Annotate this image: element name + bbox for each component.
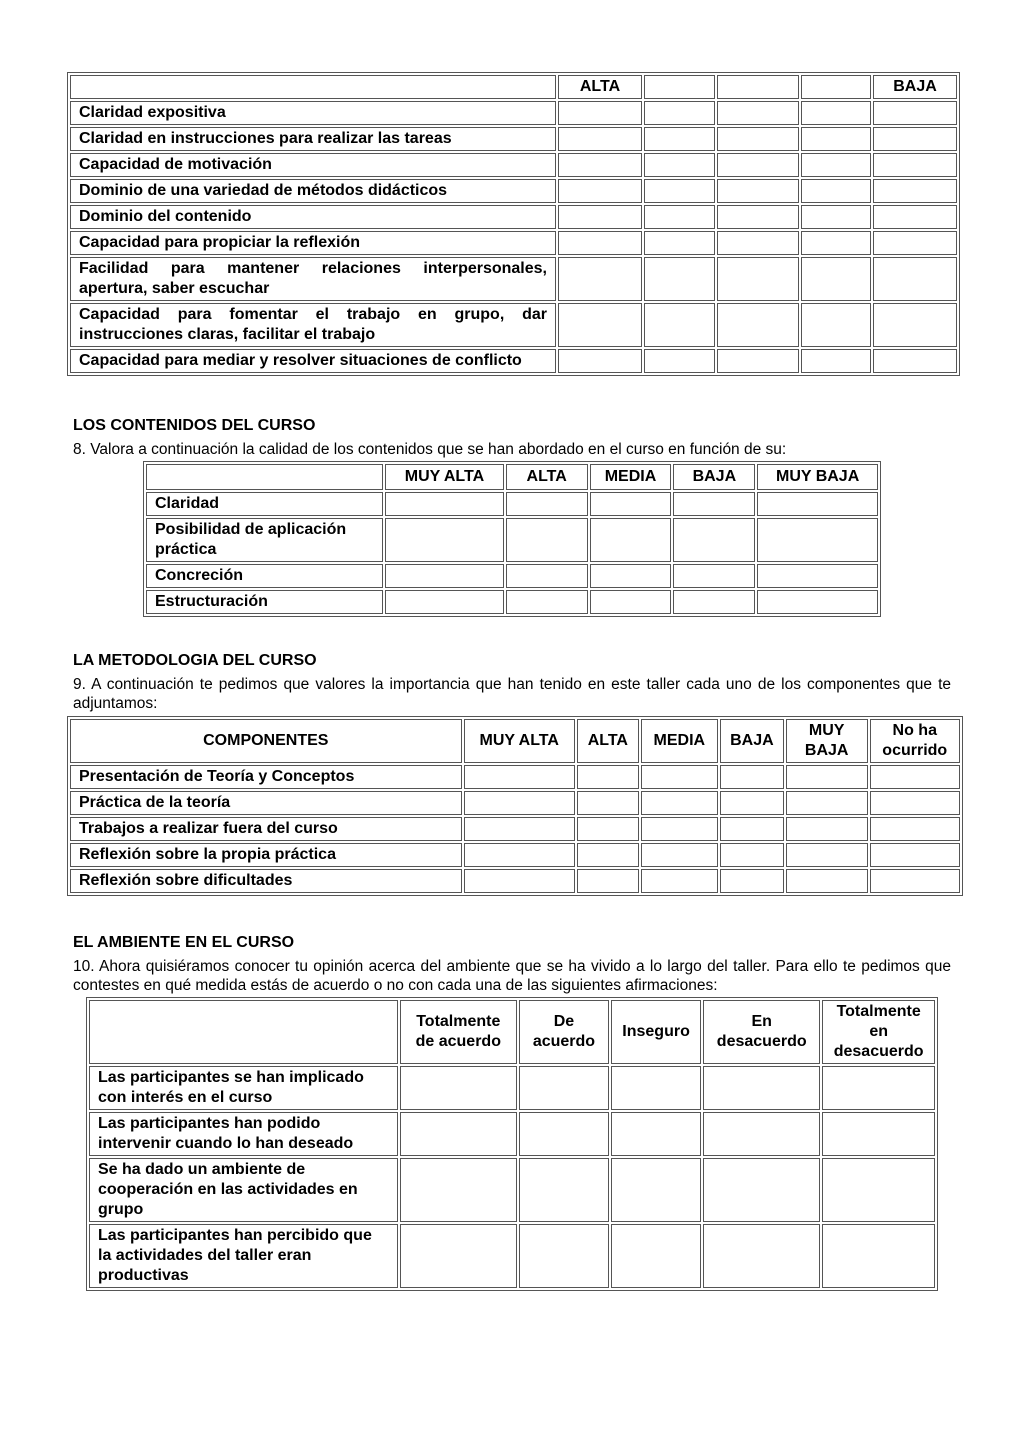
teacher-rating-table (67, 72, 960, 376)
rating-cell[interactable] (611, 1158, 701, 1222)
rating-cell[interactable] (673, 492, 755, 516)
header-totalmente-de-acuerdo: Totalmente de acuerdo (400, 1000, 517, 1064)
header-muy-alta: MUY ALTA (464, 719, 575, 763)
rating-cell[interactable] (873, 303, 957, 347)
rating-cell[interactable] (801, 101, 871, 125)
rating-cell[interactable] (873, 179, 957, 203)
rating-cell[interactable] (464, 843, 575, 867)
rating-cell[interactable] (717, 257, 799, 301)
header-componentes: COMPONENTES (70, 719, 462, 763)
rating-cell[interactable] (644, 179, 715, 203)
table-row (89, 1112, 935, 1156)
rating-cell[interactable] (786, 817, 868, 841)
rating-cell[interactable] (641, 817, 718, 841)
rating-cell[interactable] (717, 205, 799, 229)
rating-cell[interactable] (757, 518, 878, 562)
rating-cell[interactable] (873, 205, 957, 229)
rating-cell[interactable] (400, 1158, 517, 1222)
row-label: Trabajos a realizar fuera del curso (70, 817, 462, 841)
header-empty (70, 75, 556, 99)
rating-cell[interactable] (577, 817, 639, 841)
rating-cell[interactable] (757, 564, 878, 588)
row-label: Capacidad para mediar y resolver situaciones de conflicto (70, 349, 556, 373)
table-row (70, 231, 957, 255)
rating-cell[interactable] (385, 590, 504, 614)
rating-cell[interactable] (870, 817, 961, 841)
row-label: Dominio del contenido (70, 205, 556, 229)
table-row (70, 817, 960, 841)
rating-cell[interactable] (644, 127, 715, 151)
rating-cell[interactable] (720, 817, 784, 841)
row-label: Facilidad para mantener relaciones interpersonales, apertura, saber escuchar (70, 257, 556, 301)
rating-cell[interactable] (873, 153, 957, 177)
table-header-row (89, 1000, 935, 1064)
rating-cell[interactable] (519, 1158, 609, 1222)
header-totalmente-en-desacuerdo: Totalmente en desacuerdo (822, 1000, 935, 1064)
rating-cell[interactable] (506, 590, 588, 614)
rating-cell[interactable] (644, 231, 715, 255)
header-baja: BAJA (873, 75, 957, 99)
table-row (70, 257, 957, 301)
table-header-row (70, 719, 960, 763)
table-header-row (70, 75, 957, 99)
rating-cell[interactable] (611, 1224, 701, 1288)
table-row (146, 590, 878, 614)
rating-cell[interactable] (720, 843, 784, 867)
rating-cell[interactable] (400, 1224, 517, 1288)
rating-cell[interactable] (717, 349, 799, 373)
rating-cell[interactable] (720, 791, 784, 815)
rating-cell[interactable] (801, 349, 871, 373)
header-baja: BAJA (673, 464, 755, 490)
section-heading-methodology: LA METODOLOGIA DEL CURSO (73, 652, 317, 669)
rating-cell[interactable] (577, 843, 639, 867)
header-muy-alta: MUY ALTA (385, 464, 504, 490)
rating-cell[interactable] (703, 1066, 820, 1110)
table-row (146, 492, 878, 516)
rating-cell[interactable] (558, 257, 642, 301)
rating-cell[interactable] (757, 492, 878, 516)
question-9: 9. A continuación te pedimos que valores la importancia que han tenido en este taller cada uno de los componentes que te adjuntamos: (73, 676, 951, 712)
rating-cell[interactable] (590, 564, 672, 588)
rating-cell[interactable] (870, 765, 961, 789)
row-label: Reflexión sobre dificultades (70, 869, 462, 893)
question-10: 10. Ahora quisiéramos conocer tu opinión acerca del ambiente que se ha vivido a lo largo del taller. Para ello te pedimos que contestes en qué medida estás de acuerdo o no con cada una de las siguientes afirmaciones: (73, 958, 951, 994)
row-label: Dominio de una variedad de métodos didácticos (70, 179, 556, 203)
table-header-row (146, 464, 878, 490)
rating-cell[interactable] (822, 1224, 935, 1288)
rating-cell[interactable] (822, 1066, 935, 1110)
row-label: Reflexión sobre la propia práctica (70, 843, 462, 867)
rating-cell[interactable] (717, 127, 799, 151)
header-en-desacuerdo: En desacuerdo (703, 1000, 820, 1064)
row-label: Claridad en instrucciones para realizar las tareas (70, 127, 556, 151)
row-label: Claridad expositiva (70, 101, 556, 125)
table-row (89, 1224, 935, 1288)
header-empty (89, 1000, 398, 1064)
header-empty (146, 464, 383, 490)
rating-cell[interactable] (870, 843, 961, 867)
table-row (146, 518, 878, 562)
table-row (70, 869, 960, 893)
header-de-acuerdo: De acuerdo (519, 1000, 609, 1064)
section-heading-environment: EL AMBIENTE EN EL CURSO (73, 934, 295, 951)
row-label: Capacidad de motivación (70, 153, 556, 177)
rating-cell[interactable] (400, 1066, 517, 1110)
row-label: Concreción (146, 564, 383, 588)
header-baja: BAJA (720, 719, 784, 763)
rating-cell[interactable] (590, 590, 672, 614)
contents-rating-table (143, 461, 881, 617)
rating-cell[interactable] (558, 205, 642, 229)
row-label: Las participantes han podido intervenir cuando lo han deseado (89, 1112, 398, 1156)
rating-cell[interactable] (720, 765, 784, 789)
row-label: Posibilidad de aplicación práctica (146, 518, 383, 562)
row-label: Las participantes se han implicado con interés en el curso (89, 1066, 398, 1110)
rating-cell[interactable] (801, 257, 871, 301)
header-inseguro: Inseguro (611, 1000, 701, 1064)
table-row (70, 205, 957, 229)
rating-cell[interactable] (870, 869, 961, 893)
header-muy-baja: MUY BAJA (786, 719, 868, 763)
rating-cell[interactable] (717, 153, 799, 177)
table-row (146, 564, 878, 588)
rating-cell[interactable] (558, 179, 642, 203)
rating-cell[interactable] (703, 1158, 820, 1222)
rating-cell[interactable] (506, 564, 588, 588)
table-row (70, 791, 960, 815)
rating-cell[interactable] (558, 231, 642, 255)
rating-cell[interactable] (757, 590, 878, 614)
rating-cell[interactable] (385, 492, 504, 516)
rating-cell[interactable] (703, 1112, 820, 1156)
rating-cell[interactable] (464, 869, 575, 893)
environment-rating-table (86, 997, 938, 1291)
row-label: Presentación de Teoría y Conceptos (70, 765, 462, 789)
rating-cell[interactable] (801, 153, 871, 177)
rating-cell[interactable] (519, 1224, 609, 1288)
row-label: Claridad (146, 492, 383, 516)
rating-cell[interactable] (519, 1112, 609, 1156)
rating-cell[interactable] (717, 303, 799, 347)
rating-cell[interactable] (873, 101, 957, 125)
rating-cell[interactable] (873, 257, 957, 301)
header-blank (717, 75, 799, 99)
table-row (70, 765, 960, 789)
rating-cell[interactable] (870, 791, 961, 815)
rating-cell[interactable] (590, 492, 672, 516)
rating-cell[interactable] (717, 101, 799, 125)
table-row (70, 179, 957, 203)
rating-cell[interactable] (786, 843, 868, 867)
table-row (70, 349, 957, 373)
table-row (89, 1158, 935, 1222)
header-media: MEDIA (641, 719, 718, 763)
rating-cell[interactable] (400, 1112, 517, 1156)
row-label: Práctica de la teoría (70, 791, 462, 815)
row-label: Las participantes han percibido que la actividades del taller eran productivas (89, 1224, 398, 1288)
rating-cell[interactable] (611, 1112, 701, 1156)
header-blank (644, 75, 715, 99)
rating-cell[interactable] (558, 303, 642, 347)
question-8: 8. Valora a continuación la calidad de los contenidos que se han abordado en el curso en función de su: (73, 441, 787, 458)
rating-cell[interactable] (873, 349, 957, 373)
rating-cell[interactable] (641, 791, 718, 815)
rating-cell[interactable] (873, 231, 957, 255)
header-media: MEDIA (590, 464, 672, 490)
section-heading-contents: LOS CONTENIDOS DEL CURSO (73, 417, 316, 434)
rating-cell[interactable] (641, 765, 718, 789)
header-alta: ALTA (558, 75, 642, 99)
table-row (70, 843, 960, 867)
rating-cell[interactable] (558, 153, 642, 177)
rating-cell[interactable] (641, 843, 718, 867)
table-row (70, 303, 957, 347)
rating-cell[interactable] (558, 127, 642, 151)
rating-cell[interactable] (590, 518, 672, 562)
rating-cell[interactable] (644, 257, 715, 301)
rating-cell[interactable] (577, 765, 639, 789)
rating-cell[interactable] (611, 1066, 701, 1110)
rating-cell[interactable] (717, 231, 799, 255)
header-alta: ALTA (506, 464, 588, 490)
rating-cell[interactable] (577, 791, 639, 815)
rating-cell[interactable] (786, 869, 868, 893)
rating-cell[interactable] (644, 349, 715, 373)
rating-cell[interactable] (873, 127, 957, 151)
rating-cell[interactable] (558, 349, 642, 373)
rating-cell[interactable] (464, 791, 575, 815)
rating-cell[interactable] (786, 791, 868, 815)
rating-cell[interactable] (673, 590, 755, 614)
rating-cell[interactable] (717, 179, 799, 203)
rating-cell[interactable] (385, 564, 504, 588)
rating-cell[interactable] (641, 869, 718, 893)
header-alta: ALTA (577, 719, 639, 763)
rating-cell[interactable] (519, 1066, 609, 1110)
rating-cell[interactable] (644, 101, 715, 125)
rating-cell[interactable] (506, 518, 588, 562)
rating-cell[interactable] (801, 179, 871, 203)
rating-cell[interactable] (673, 518, 755, 562)
rating-cell[interactable] (577, 869, 639, 893)
header-no-ha-ocurrido: No ha ocurrido (870, 719, 961, 763)
table-row (70, 101, 957, 125)
header-blank (801, 75, 871, 99)
rating-cell[interactable] (385, 518, 504, 562)
table-row (70, 127, 957, 151)
row-label: Capacidad para fomentar el trabajo en grupo, dar instrucciones claras, facilitar el trabajo (70, 303, 556, 347)
row-label: Capacidad para propiciar la reflexión (70, 231, 556, 255)
table-row (70, 153, 957, 177)
rating-cell[interactable] (801, 127, 871, 151)
rating-cell[interactable] (703, 1224, 820, 1288)
rating-cell[interactable] (801, 303, 871, 347)
row-label: Estructuración (146, 590, 383, 614)
rating-cell[interactable] (720, 869, 784, 893)
row-label: Se ha dado un ambiente de cooperación en las actividades en grupo (89, 1158, 398, 1222)
rating-cell[interactable] (506, 492, 588, 516)
rating-cell[interactable] (644, 153, 715, 177)
methodology-rating-table (67, 716, 963, 896)
rating-cell[interactable] (644, 303, 715, 347)
rating-cell[interactable] (558, 101, 642, 125)
rating-cell[interactable] (464, 765, 575, 789)
rating-cell[interactable] (822, 1112, 935, 1156)
rating-cell[interactable] (464, 817, 575, 841)
table-row (89, 1066, 935, 1110)
rating-cell[interactable] (673, 564, 755, 588)
rating-cell[interactable] (786, 765, 868, 789)
rating-cell[interactable] (801, 205, 871, 229)
rating-cell[interactable] (801, 231, 871, 255)
header-muy-baja: MUY BAJA (757, 464, 878, 490)
rating-cell[interactable] (644, 205, 715, 229)
rating-cell[interactable] (822, 1158, 935, 1222)
